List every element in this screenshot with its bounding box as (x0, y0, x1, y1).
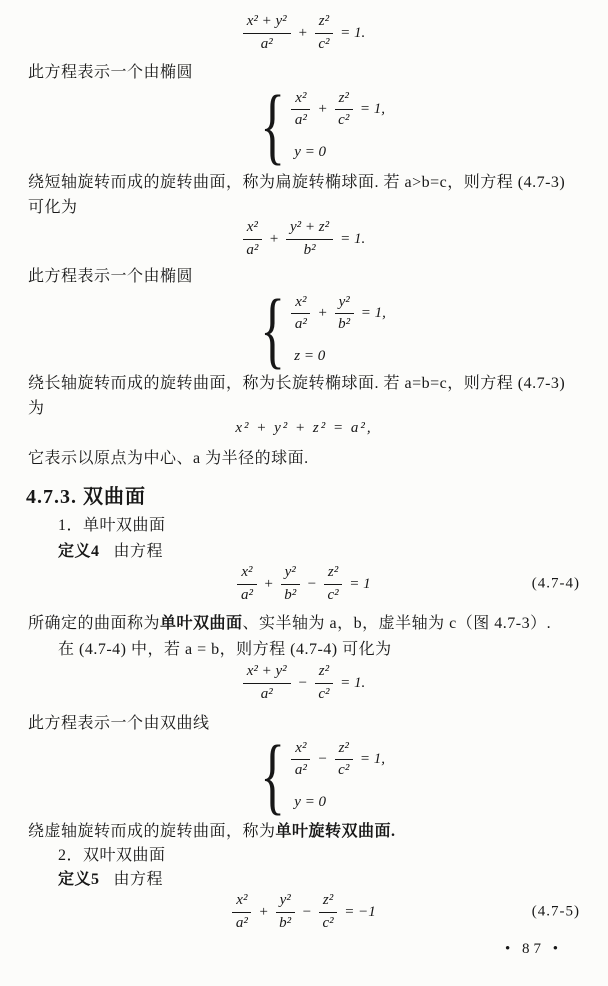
denominator: b² (279, 914, 292, 931)
definition-5-label: 定义5 (58, 871, 100, 888)
paragraph-one-sheet-surface (28, 611, 586, 636)
denominator: a² (240, 586, 253, 603)
denominator: c² (318, 35, 330, 52)
numerator: x² (291, 740, 310, 760)
minus-operator: − (301, 903, 312, 920)
numerator: x² (237, 564, 256, 584)
equation-system-ellipse-xz (252, 77, 386, 173)
system-condition: z = 0 (294, 348, 326, 365)
equation-rhs: = −1 (344, 903, 376, 920)
equation-rhs: = 1, (359, 101, 386, 118)
equation-number: (4.7-4) (531, 575, 580, 592)
denominator: c² (338, 762, 350, 779)
numerator: x² (232, 892, 251, 912)
denominator: b² (338, 316, 351, 333)
minus-operator: − (306, 575, 317, 592)
denominator: a² (246, 241, 259, 258)
numerator: x² (243, 219, 262, 239)
denominator: a² (260, 35, 273, 52)
section-heading: 4.7.3. 双曲面 (26, 486, 146, 508)
numerator: x² + y² (243, 663, 291, 683)
equation-oblate-reduced (0, 216, 608, 262)
denominator: b² (303, 241, 316, 258)
numerator: z² (335, 90, 353, 110)
paragraph-oblate (28, 170, 586, 220)
numerator: x² (291, 294, 310, 314)
paragraph-hyperbola-intro: 此方程表示一个由双曲线 (28, 715, 210, 732)
system-equation (291, 740, 385, 780)
minus-operator: − (317, 751, 328, 768)
numerator: z² (335, 740, 353, 760)
definition-4-text: 由方程 (113, 543, 164, 560)
paragraph-segment: 、实半轴为 a，b，虚半轴为 c（图 4.7-3）. (242, 615, 552, 632)
fraction (243, 13, 291, 53)
definition-4-label: 定义4 (58, 543, 100, 560)
plus-operator: + (268, 230, 280, 247)
equation-rhs: = 1 (349, 575, 371, 592)
numerator: x² (291, 90, 310, 110)
numerator: y² (281, 564, 300, 584)
numerator: z² (315, 13, 333, 33)
equation-system-hyperbola (252, 727, 386, 823)
subsection-two-sheet: 2．双叶双曲面 (58, 847, 166, 864)
paragraph-segment: 绕虚轴旋转而成的旋转曲面，称为 (28, 823, 276, 840)
system-equation (291, 294, 386, 334)
numerator: y² (276, 892, 295, 912)
fraction (315, 13, 333, 53)
paragraph-line: 可化为 (28, 199, 78, 216)
numerator: z² (315, 663, 333, 683)
bold-term: 单叶双曲面 (160, 615, 243, 632)
system-lines (291, 740, 385, 812)
plus-operator: + (317, 305, 328, 322)
denominator: c² (322, 914, 334, 931)
paragraph-ellipse-intro-1: 此方程表示一个由椭圆 (28, 64, 194, 81)
equation-one-sheet-reduced (0, 660, 608, 706)
equation-number: (4.7-5) (531, 903, 580, 920)
equation-475 (0, 889, 608, 935)
plus-operator: + (317, 101, 328, 118)
plus-operator: + (258, 903, 269, 920)
paragraph-in-474: 在 (4.7-4) 中，若 a = b，则方程 (4.7-4) 可化为 (58, 641, 392, 658)
equation-rhs: = 1, (360, 305, 386, 322)
bold-term: 单叶旋转双曲面. (275, 823, 396, 840)
equation-sphere: x² + y² + z² = a², (235, 420, 373, 436)
denominator: a² (294, 762, 307, 779)
denominator: a² (294, 112, 307, 129)
equation-rhs: = 1. (340, 24, 366, 41)
paragraph-rotation-hyperboloid (28, 819, 586, 844)
system-condition: y = 0 (294, 794, 327, 811)
system-lines (291, 294, 386, 366)
paragraph-segment: 所确定的曲面称为 (28, 615, 161, 632)
equation-rhs: = 1. (340, 230, 366, 247)
numerator: z² (324, 564, 342, 584)
numerator: y² + z² (286, 219, 333, 239)
numerator: z² (319, 892, 337, 912)
denominator: a² (235, 914, 248, 931)
denominator: c² (318, 685, 330, 702)
denominator: a² (260, 685, 273, 702)
denominator: c² (327, 586, 339, 603)
left-brace: { (260, 77, 286, 173)
equation-system-ellipse-xy (252, 281, 386, 377)
minus-operator: − (297, 674, 308, 691)
left-brace: { (260, 727, 286, 823)
paragraph-prolate (28, 371, 586, 421)
numerator: x² + y² (243, 13, 291, 33)
subsection-one-sheet: 1．单叶双曲面 (58, 517, 166, 534)
paragraph-sphere: 它表示以原点为中心、a 为半径的球面. (28, 450, 309, 467)
paragraph-ellipse-intro-2: 此方程表示一个由椭圆 (28, 268, 194, 285)
plus-operator: + (263, 575, 274, 592)
system-lines (291, 90, 385, 162)
equation-rhs: = 1, (359, 751, 386, 768)
denominator: b² (284, 586, 297, 603)
denominator: a² (294, 316, 307, 333)
left-brace: { (260, 281, 286, 377)
plus-operator: + (297, 24, 308, 41)
paragraph-line: 为 (28, 400, 45, 417)
definition-5-text: 由方程 (113, 871, 164, 888)
paragraph-line: 绕短轴旋转而成的旋转曲面，称为扁旋转椭球面. 若 a>b=c，则方程 (4.7-3) (28, 174, 566, 191)
system-condition: y = 0 (294, 144, 327, 161)
numerator: y² (335, 294, 354, 314)
system-equation (291, 90, 385, 130)
equation-rhs: = 1. (340, 674, 366, 691)
denominator: c² (338, 112, 350, 129)
equation-474 (0, 561, 608, 607)
equation-oblate-spheroid-full (0, 8, 608, 58)
paragraph-line: 绕长轴旋转而成的旋转曲面，称为长旋转椭球面. 若 a=b=c，则方程 (4.7-3) (28, 375, 566, 392)
page-number: • 87 • (504, 941, 562, 957)
